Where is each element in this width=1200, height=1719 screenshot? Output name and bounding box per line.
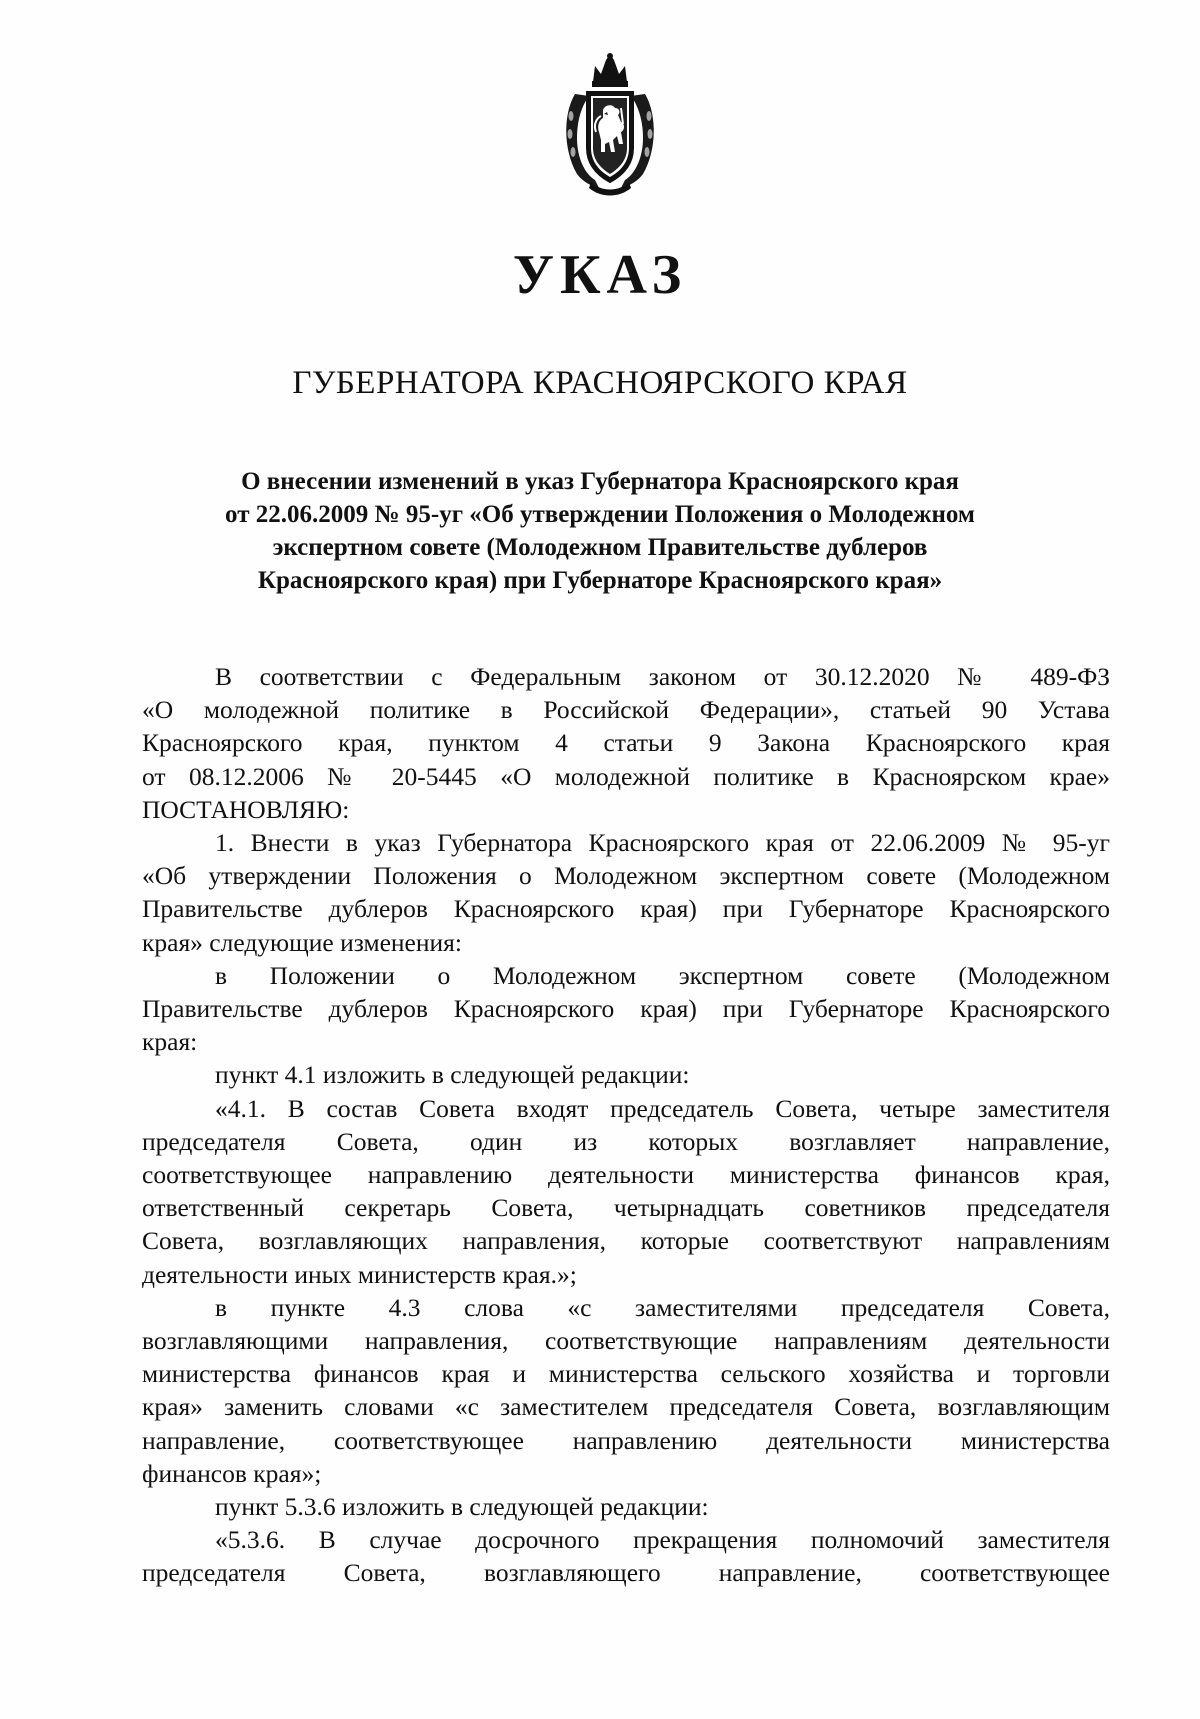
paragraph-clause-4-3: [142, 1291, 1110, 1490]
text-line: от 08.12.2006 № 20-5445 «О молодежной политике в Красноярском крае»: [142, 761, 1110, 791]
text-line: председателя Совета, один из которых возглавляет направление,: [142, 1126, 1110, 1156]
paragraph-preamble: [142, 660, 1110, 826]
text-line: края» заменить словами «с заместителем председателя Совета, возглавляющим: [142, 1392, 1110, 1422]
text-line: ПОСТАНОВЛЯЮ:: [142, 794, 350, 824]
text-line: В соответствии с Федеральным законом от 30.12.2020 № 489-ФЗ: [215, 662, 1110, 691]
text-line: края» следующие изменения:: [142, 927, 462, 957]
paragraph-regulation: [142, 959, 1110, 1059]
document-issuer: ГУБЕРНАТОРА КРАСНОЯРСКОГО КРАЯ: [292, 365, 908, 401]
heading-line: экспертном совете (Молодежном Правительстве дублеров: [272, 534, 928, 561]
krasnoyarsk-coat-of-arms-icon: [555, 52, 665, 202]
text-line: края:: [142, 1027, 198, 1057]
text-line: «4.1. В состав Совета входят председатель Совета, четыре заместителя: [215, 1093, 1110, 1123]
document-body: [142, 660, 1110, 1590]
paragraph-clause-4-1: [142, 1092, 1110, 1291]
text-line: соответствующее направлению деятельности министерства финансов края,: [142, 1160, 1110, 1190]
text-line: «Об утверждении Положения о Молодежном экспертном совете (Молодежном: [142, 861, 1110, 891]
text-line: министерства финансов края и министерства сельского хозяйства и торговли: [142, 1359, 1110, 1389]
paragraph-item-1: [142, 826, 1110, 959]
paragraph-clause-5-3-6: [142, 1523, 1110, 1589]
text-line: финансов края»;: [142, 1458, 322, 1488]
heading-line: Красноярского края) при Губернаторе Красноярского края»: [257, 567, 943, 594]
heading-line: О внесении изменений в указ Губернатора Красноярского края: [241, 468, 959, 495]
document-heading: [150, 465, 1050, 597]
paragraph-clause-5-3-6-intro: [142, 1490, 1110, 1523]
paragraph-clause-4-1-intro: [142, 1058, 1110, 1091]
text-line: пункт 5.3.6 изложить в следующей редакции:: [215, 1492, 709, 1522]
text-line: Правительстве дублеров Красноярского края) при Губернаторе Красноярского: [142, 994, 1110, 1024]
text-line: возглавляющими направления, соответствующие направлениям деятельности: [142, 1326, 1110, 1356]
text-line: в пункте 4.3 слова «с заместителями председателя Совета,: [215, 1292, 1110, 1322]
text-line: деятельности иных министерств края.»;: [142, 1259, 577, 1289]
text-line: в Положении о Молодежном экспертном совете (Молодежном: [215, 960, 1110, 990]
text-line: ответственный секретарь Совета, четырнадцать советников председателя: [142, 1193, 1110, 1223]
text-line: «5.3.6. В случае досрочного прекращения полномочий заместителя: [215, 1525, 1110, 1555]
document-title: УКАЗ: [512, 244, 688, 306]
text-line: направление, соответствующее направлению деятельности министерства: [142, 1425, 1110, 1455]
text-line: «О молодежной политике в Российской Федерации», статьей 90 Устава: [142, 695, 1110, 725]
text-line: председателя Совета, возглавляющего направление, соответствующее: [142, 1558, 1110, 1588]
text-line: Правительстве дублеров Красноярского края) при Губернаторе Красноярского: [142, 894, 1110, 924]
text-line: 1. Внести в указ Губернатора Красноярского края от 22.06.2009 № 95-уг: [215, 828, 1110, 858]
text-line: Совета, возглавляющих направления, которые соответствуют направлениям: [142, 1226, 1110, 1256]
text-line: Красноярского края, пунктом 4 статьи 9 Закона Красноярского края: [142, 728, 1110, 758]
heading-line: от 22.06.2009 № 95-уг «Об утверждении Положения о Молодежном: [225, 501, 975, 528]
text-line: пункт 4.1 изложить в следующей редакции:: [215, 1060, 690, 1090]
